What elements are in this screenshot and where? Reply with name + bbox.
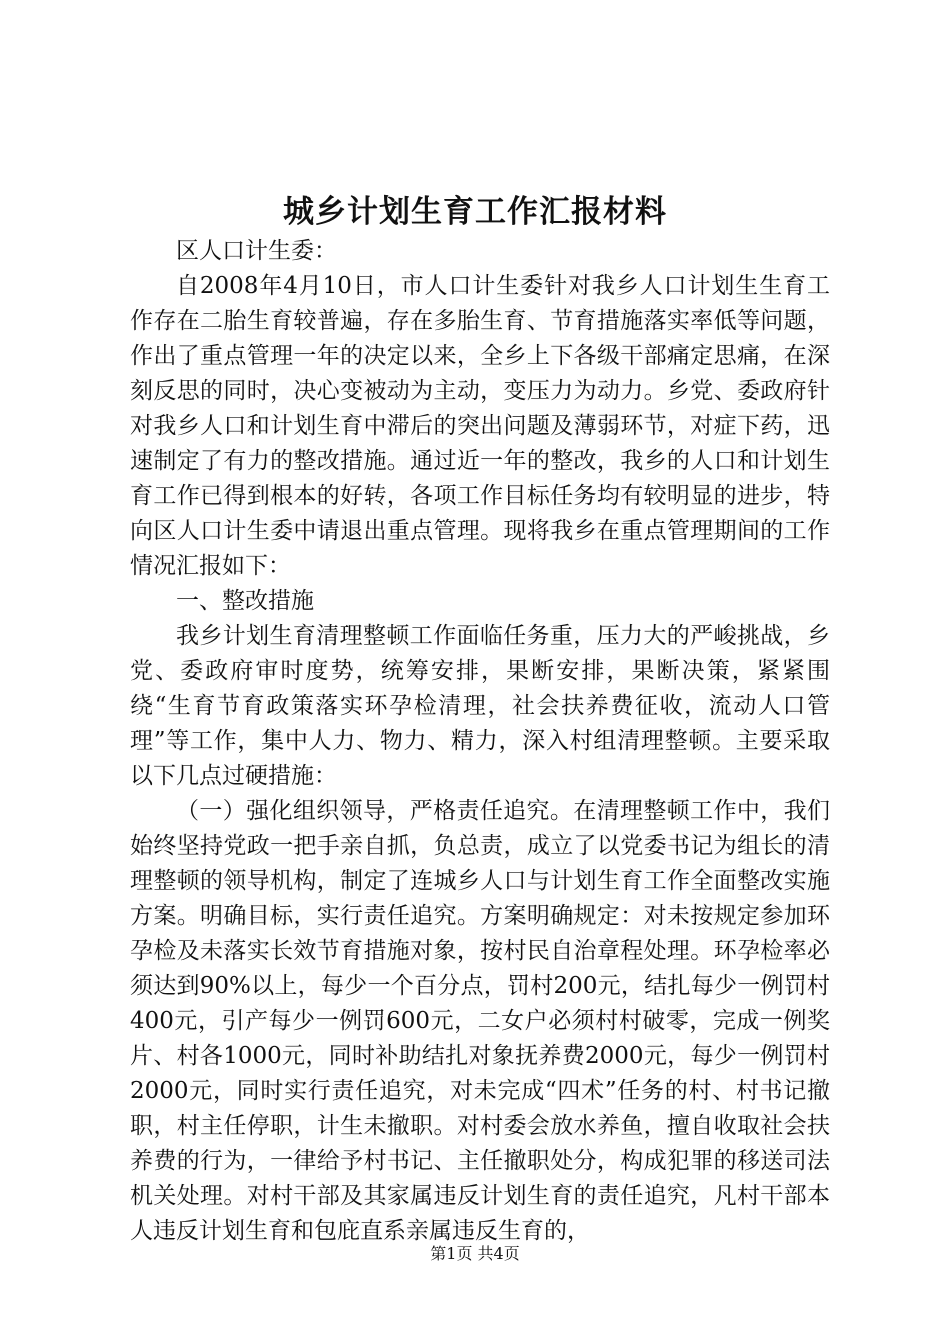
document-title: 城乡计划生育工作汇报材料: [283, 194, 667, 230]
section-heading: 一、整改措施: [176, 588, 314, 614]
page-footer: 第1页 共4页: [430, 1244, 520, 1263]
document-body: [130, 234, 830, 1249]
measures-paragraph: 我乡计划生育清理整顿工作面临任务重，压力大的严峻挑战，乡党、委政府审时度势，统筹安排，果断安排，果断决策，紧紧围绕“生育节育政策落实环孕检清理，社会扶养费征收，流动人口管理”等工作，集中人力、物力、精力，深入村组清理整顿。主要采取以下几点过硬措施：: [130, 623, 830, 789]
organization-paragraph: （一）强化组织领导，严格责任追究。在清理整顿工作中，我们始终坚持党政一把手亲自抓，负总责，成立了以党委书记为组长的清理整顿的领导机构，制定了连城乡人口与计划生育工作全面整改实施方案。明确目标，实行责任追究。方案明确规定：对未按规定参加环孕检及未落实长效节育措施对象，按村民自治章程处理。环孕检率必须达到90%以上，每少一个百分点，罚村200元，结扎每少一例罚村400元，引产每少一例罚600元，二女户必须村村破零，完成一例奖片、村各1000元，同时补助结扎对象抚养费2000元，每少一例罚村2000元，同时实行责任追究，对未完成“四术”任务的村、村书记撤职，村主任停职，计生未撤职。对村委会放水养鱼，擅自收取社会扶养费的行为，一律给予村书记、主任撤职处分，构成犯罪的移送司法机关处理。对村干部及其家属违反计划生育的责任追究，凡村干部本人违反计划生育和包庇直系亲属违反生育的，: [130, 798, 830, 1244]
salutation-paragraph: 区人口计生委：: [176, 238, 337, 264]
intro-paragraph: 自2008年4月10日，市人口计生委针对我乡人口计划生生育工作存在二胎生育较普遍，存在多胎生育、节育措施落实率低等问题，作出了重点管理一年的决定以来，全乡上下各级干部痛定思痛，在深刻反思的同时，决心变被动为主动，变压力为动力。乡党、委政府针对我乡人口和计划生育中滞后的突出问题及薄弱环节，对症下药，迅速制定了有力的整改措施。通过近一年的整改，我乡的人口和计划生育工作已得到根本的好转，各项工作目标任务均有较明显的进步，特向区人口计生委中请退出重点管理。现将我乡在重点管理期间的工作情况汇报如下：: [130, 273, 830, 579]
